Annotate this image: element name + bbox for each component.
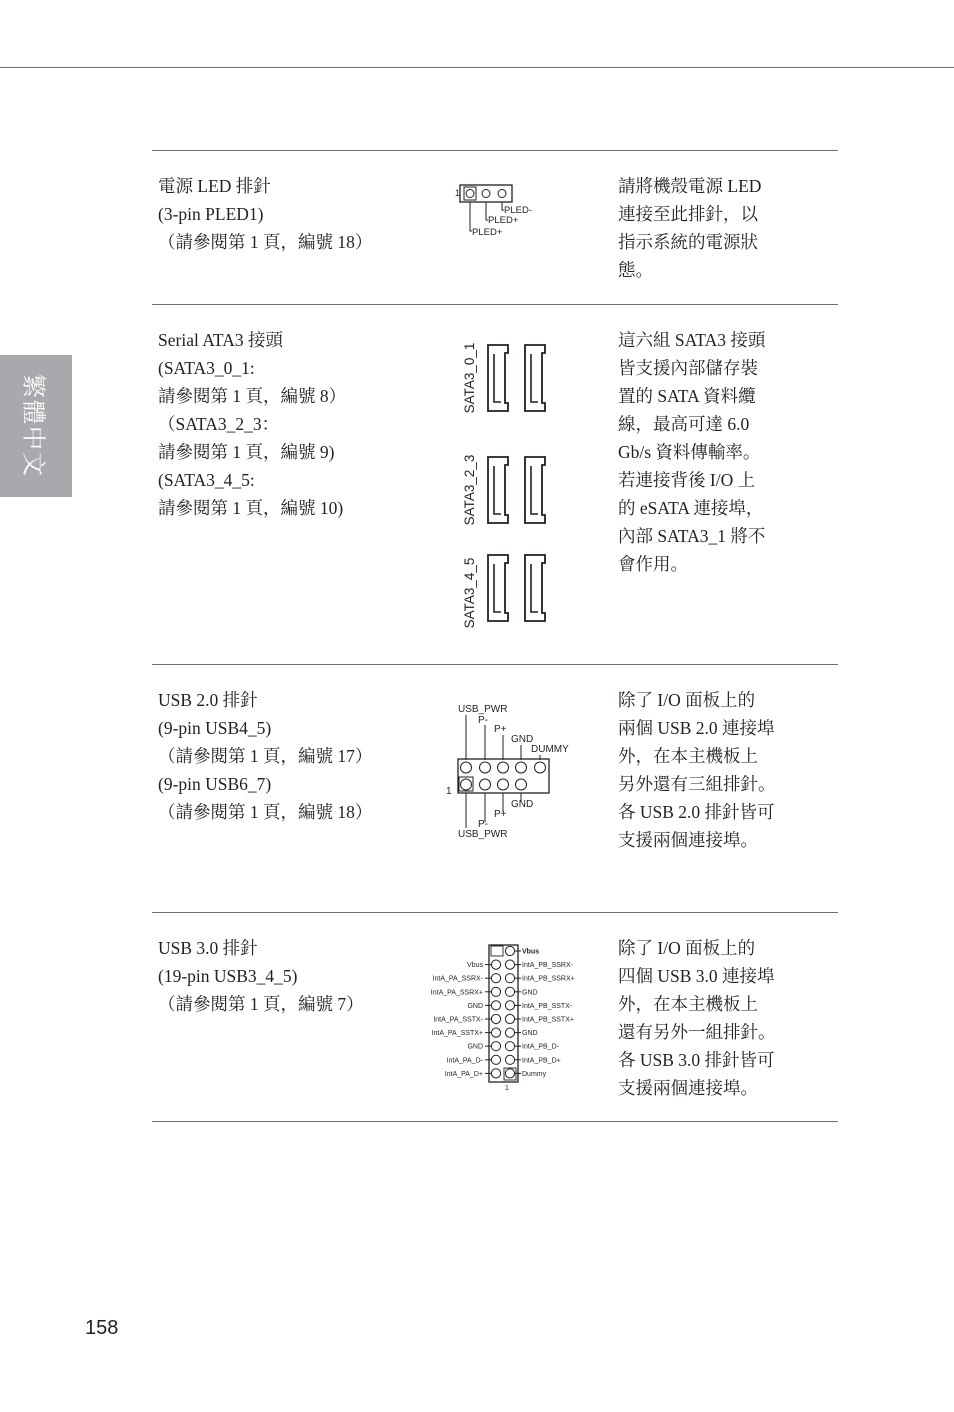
usb3-description (158, 934, 364, 1018)
text-line: （請參閱第 1 頁，編號 18） (158, 802, 373, 822)
pin-label: IntA_PA_SSTX+ (431, 1030, 483, 1038)
text-line: 線，最高可達 6.0 (618, 414, 750, 434)
sata-description (158, 326, 346, 522)
pin (491, 960, 500, 969)
sata3-0-1-label: SATA3_0_1 (462, 342, 477, 414)
pin-label: PLED+ (472, 227, 503, 238)
sata-notes (618, 326, 765, 578)
pin-label: DUMMY (531, 744, 569, 755)
pin (498, 779, 509, 790)
pin-label: IntA_PB_SSRX+ (522, 975, 575, 983)
section-divider (152, 912, 838, 913)
pin-label: P- (478, 819, 488, 830)
text-line: 態。 (618, 260, 653, 280)
text-line: （請參閱第 1 頁，編號 17） (158, 746, 373, 766)
pin (505, 1028, 514, 1037)
text-line: 各 USB 3.0 排針皆可 (618, 1050, 775, 1070)
text-line: USB 2.0 排針 (158, 690, 258, 710)
pin-label: GND (511, 799, 534, 810)
header-outline (489, 945, 518, 1082)
text-line: （SATA3_2_3： (158, 414, 280, 434)
pin-label: PLED+ (488, 215, 519, 226)
text-line: 請參閱第 1 頁，編號 8） (158, 386, 347, 406)
text-line: 請參閱第 1 頁，編號 10) (158, 498, 344, 518)
text-line: Serial ATA3 接頭 (158, 330, 283, 350)
language-tab-label: 繁體中文 (19, 374, 48, 478)
pin-label: P- (478, 715, 488, 726)
pin (505, 1001, 514, 1010)
text-line: (3-pin PLED1) (158, 204, 264, 224)
right-pin-column (505, 946, 574, 1078)
pin-label: GND (467, 1043, 483, 1051)
pin (491, 1001, 500, 1010)
text-line: 這六組 SATA3 接頭 (618, 330, 766, 350)
pin (491, 974, 500, 983)
text-line: USB 3.0 排針 (158, 938, 258, 958)
pin-label: IntA_PB_SSTX+ (522, 1016, 574, 1024)
pin-label: Vbus (522, 948, 540, 956)
text-line: (SATA3_0_1: (158, 358, 255, 378)
pin1-label: 1 (446, 786, 452, 797)
pin (491, 1014, 500, 1023)
text-line: 外，在本主機板上 (618, 746, 758, 766)
sata3-4-5-label: SATA3_4_5 (462, 557, 477, 629)
text-line: 電源 LED 排針 (158, 176, 271, 196)
text-line: （請參閱第 1 頁，編號 18） (158, 232, 373, 252)
pin (461, 779, 472, 790)
text-line: (SATA3_4_5: (158, 470, 255, 490)
pin-label: IntA_PB_D- (522, 1043, 559, 1051)
sata3-1-port (525, 345, 545, 411)
pin (482, 190, 490, 198)
pin (491, 1042, 500, 1051)
text-line: 另外還有三組排針。 (618, 774, 776, 794)
pin-label: USB_PWR (458, 704, 508, 715)
text-line: 的 eSATA 連接埠， (618, 498, 764, 518)
pin (480, 779, 491, 790)
text-line: 兩個 USB 2.0 連接埠 (618, 718, 775, 738)
pin-label: P+ (494, 724, 507, 735)
pin (505, 1042, 514, 1051)
pin-label: PLED- (504, 205, 532, 216)
language-tab[interactable] (0, 355, 72, 497)
header-outline (460, 185, 512, 202)
text-line: (19-pin USB3_4_5) (158, 966, 298, 986)
text-line: (9-pin USB4_5) (158, 718, 272, 738)
page-number: 158 (85, 1317, 119, 1339)
left-pin-column (431, 960, 501, 1078)
pin-label: IntA_PA_D+ (444, 1070, 483, 1078)
pin-label: GND (467, 1002, 483, 1010)
pin (491, 1028, 500, 1037)
pin (535, 762, 546, 773)
pin1-label: 1 (505, 1085, 509, 1092)
pin-label: GND (511, 734, 534, 745)
pin-label: IntA_PB_D+ (522, 1057, 561, 1065)
key-mark (491, 946, 503, 956)
text-line: (9-pin USB6_7) (158, 774, 272, 794)
pin (505, 960, 514, 969)
sata3-4-port (488, 555, 508, 621)
pin (491, 987, 500, 996)
sata3-0-port (488, 345, 508, 411)
text-line: 請參閱第 1 頁，編號 9) (158, 442, 335, 462)
pin (498, 762, 509, 773)
pin (491, 1055, 500, 1064)
pin-label: GND (522, 1030, 538, 1038)
text-line: 外，在本主機板上 (618, 994, 758, 1014)
text-line: 四個 USB 3.0 連接埠 (618, 966, 775, 986)
text-line: 除了 I/O 面板上的 (618, 938, 756, 958)
pin-label: IntA_PA_D- (446, 1057, 483, 1065)
text-line: （請參閱第 1 頁，編號 7） (158, 994, 364, 1014)
section-divider (152, 1121, 838, 1122)
section-divider (152, 304, 838, 305)
text-line: 還有另外一組排針。 (618, 1022, 776, 1042)
usb3-pin-diagram (415, 940, 605, 1095)
section-divider (152, 664, 838, 665)
text-line: 置的 SATA 資料纜 (618, 386, 756, 406)
pin (480, 762, 491, 773)
pin-label: Dummy (522, 1070, 547, 1078)
text-line: 支援兩個連接埠。 (618, 1078, 758, 1098)
pin (516, 779, 527, 790)
pin-label: IntA_PA_SSRX+ (430, 989, 483, 997)
pin-label: GND (522, 989, 538, 997)
pin (505, 1055, 514, 1064)
pin (505, 1069, 514, 1078)
pin (505, 987, 514, 996)
pin-label: IntA_PA_SSTX- (433, 1016, 483, 1024)
text-line: Gb/s 資料傳輸率。 (618, 442, 761, 462)
text-line: 連接至此排針，以 (618, 204, 758, 224)
pin (505, 1014, 514, 1023)
sata-connector-diagram (455, 340, 565, 640)
usb3-notes (618, 934, 776, 1102)
pin (498, 190, 506, 198)
sata3-3-port (525, 457, 545, 523)
pled-description (158, 172, 372, 256)
pin (491, 1069, 500, 1078)
usb2-notes (618, 686, 776, 854)
pin-label: IntA_PB_SSRX- (522, 962, 573, 970)
text-line: 請將機殼電源 LED (618, 176, 762, 196)
text-line: 內部 SATA3_1 將不 (618, 526, 766, 546)
sata3-2-port (488, 457, 508, 523)
text-line: 各 USB 2.0 排針皆可 (618, 802, 775, 822)
pin-label: IntA_PA_SSRX- (432, 975, 483, 983)
text-line: 指示系統的電源狀 (618, 232, 758, 252)
sata3-5-port (525, 555, 545, 621)
text-line: 除了 I/O 面板上的 (618, 690, 756, 710)
text-line: 會作用。 (618, 554, 688, 574)
pled-notes (618, 172, 761, 284)
usb2-pin-diagram (440, 698, 580, 843)
pin (466, 190, 474, 198)
pin1-label: 1 (455, 188, 461, 198)
text-line: 若連接背後 I/O 上 (618, 470, 756, 490)
text-line: 皆支援內部儲存裝 (618, 358, 758, 378)
text-line: 支援兩個連接埠。 (618, 830, 758, 850)
pled-pin-diagram (452, 180, 562, 244)
section-divider (152, 150, 838, 151)
pin-label: Vbus (467, 962, 483, 970)
pin (516, 762, 527, 773)
sata3-2-3-label: SATA3_2_3 (462, 454, 477, 526)
pin-label: IntA_PB_SSTX- (522, 1002, 573, 1010)
pin-label: USB_PWR (458, 829, 508, 840)
pin (461, 762, 472, 773)
top-rule (0, 67, 954, 68)
pin (505, 946, 514, 955)
usb2-description (158, 686, 372, 826)
pin (505, 974, 514, 983)
pin-label: P+ (494, 809, 507, 820)
